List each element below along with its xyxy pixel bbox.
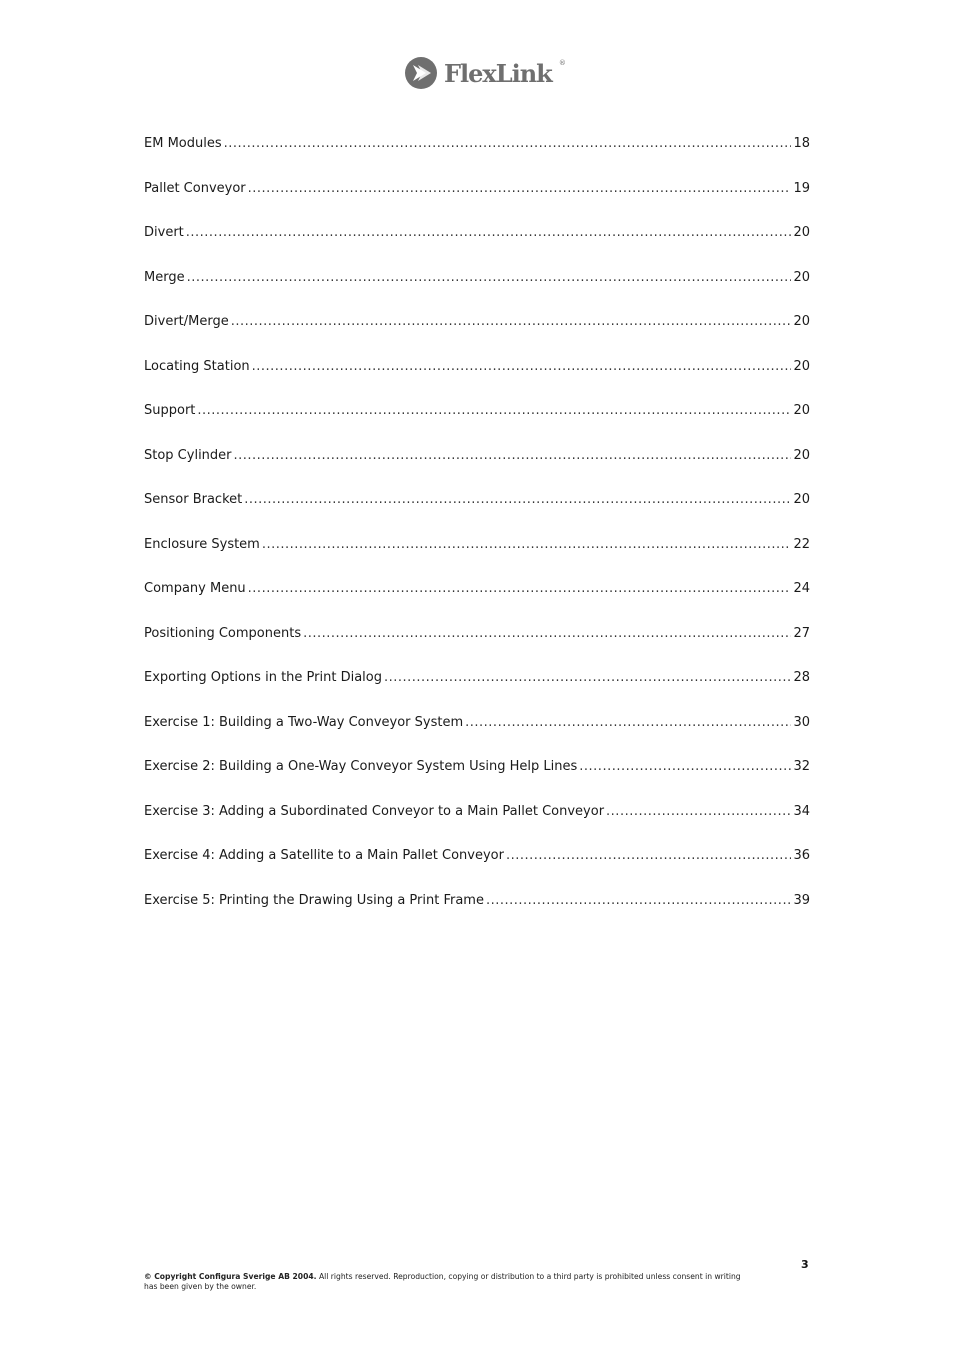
toc-entry-title[interactable]: Exporting Options in the Print Dialog (144, 670, 382, 685)
toc-entry-page[interactable]: 20 (793, 447, 810, 463)
toc-entry-title[interactable]: Positioning Components (144, 625, 302, 641)
toc-leader-dots (486, 890, 791, 912)
toc-entry-page[interactable]: 28 (793, 670, 810, 685)
toc-entry-title[interactable]: Merge (144, 269, 185, 285)
toc-entry-title[interactable]: EM Modules (144, 136, 222, 151)
copyright-notice: © Copyright Configura Sverige AB 2004. (144, 1272, 317, 1281)
toc-entry-page[interactable]: 24 (793, 581, 810, 596)
toc-entry[interactable] (144, 400, 810, 445)
toc-entry-title[interactable]: Exercise 4: Adding a Satellite to a Main Pallet Conveyor (144, 848, 504, 863)
toc-entry[interactable] (144, 578, 810, 623)
toc-entry[interactable] (144, 267, 810, 312)
toc-entry[interactable] (144, 222, 810, 267)
toc-entry[interactable] (144, 623, 810, 668)
toc-entry-page[interactable]: 20 (793, 403, 810, 418)
toc-entry-title[interactable]: Support (144, 403, 196, 418)
toc-entry[interactable] (144, 356, 810, 401)
toc-entry-title[interactable]: Stop Cylinder (144, 447, 232, 463)
toc-leader-dots (506, 845, 791, 867)
toc-entry[interactable] (144, 845, 810, 890)
toc-entry[interactable] (144, 712, 810, 757)
toc-entry-page[interactable]: 34 (793, 803, 810, 819)
toc-entry[interactable] (144, 489, 810, 534)
toc-entry-page[interactable]: 20 (793, 358, 810, 374)
toc-entry-page[interactable]: 32 (793, 759, 810, 774)
logo-text: FlexLink (444, 58, 552, 88)
toc-leader-dots (248, 578, 792, 600)
toc-entry-title[interactable]: Exercise 5: Printing the Drawing Using a Print Frame (144, 892, 484, 908)
table-of-contents (144, 133, 810, 934)
copyright-footer (144, 1272, 744, 1292)
toc-entry-title[interactable]: Exercise 2: Building a One-Way Conveyor System Using Help Lines (144, 759, 578, 774)
toc-entry[interactable] (144, 756, 810, 801)
toc-entry[interactable] (144, 445, 810, 490)
toc-entry-page[interactable]: 39 (793, 892, 810, 908)
toc-entry-title[interactable]: Sensor Bracket (144, 492, 243, 507)
toc-entry-page[interactable]: 20 (793, 492, 810, 507)
toc-leader-dots (606, 801, 791, 823)
toc-entry[interactable] (144, 890, 810, 935)
toc-entry-title[interactable]: Pallet Conveyor (144, 180, 246, 196)
toc-entry-title[interactable]: Locating Station (144, 358, 250, 374)
toc-leader-dots (252, 356, 792, 378)
toc-entry-page[interactable]: 19 (793, 180, 810, 196)
toc-entry-title[interactable]: Enclosure System (144, 536, 260, 552)
toc-leader-dots (244, 489, 791, 511)
toc-leader-dots (465, 712, 791, 734)
toc-leader-dots (234, 445, 792, 467)
toc-entry[interactable] (144, 311, 810, 356)
toc-leader-dots (224, 133, 792, 155)
toc-leader-dots (579, 756, 791, 778)
toc-entry[interactable] (144, 534, 810, 579)
flexlink-logo (404, 56, 565, 90)
toc-entry[interactable] (144, 801, 810, 846)
toc-leader-dots (186, 222, 792, 244)
toc-entry-title[interactable]: Divert/Merge (144, 314, 229, 329)
toc-entry-page[interactable]: 30 (793, 714, 810, 730)
toc-entry-title[interactable]: Company Menu (144, 581, 246, 596)
toc-entry[interactable] (144, 133, 810, 178)
toc-leader-dots (197, 400, 791, 422)
toc-entry-page[interactable]: 22 (793, 536, 810, 552)
flexlink-logo-icon (404, 56, 438, 90)
logo-registered-mark: ® (558, 59, 566, 67)
page-number: 3 (801, 1258, 809, 1271)
toc-entry-page[interactable]: 36 (793, 848, 810, 863)
toc-leader-dots (262, 534, 792, 556)
toc-leader-dots (303, 623, 791, 645)
copyright-terms: All rights reserved. Reproduction, copying or distribution to a third party is prohibited unless consent in writing has been given by the owner. (144, 1272, 741, 1291)
toc-leader-dots (384, 667, 791, 689)
toc-leader-dots (187, 267, 792, 289)
toc-entry-page[interactable]: 20 (793, 225, 810, 240)
toc-leader-dots (248, 178, 792, 200)
toc-entry-title[interactable]: Divert (144, 225, 184, 240)
toc-entry[interactable] (144, 667, 810, 712)
toc-entry-page[interactable]: 18 (793, 136, 810, 151)
toc-entry-page[interactable]: 20 (793, 314, 810, 329)
toc-entry[interactable] (144, 178, 810, 223)
toc-leader-dots (231, 311, 792, 333)
toc-entry-page[interactable]: 27 (793, 625, 810, 641)
toc-entry-title[interactable]: Exercise 3: Adding a Subordinated Conveyor to a Main Pallet Conveyor (144, 803, 605, 819)
toc-entry-title[interactable]: Exercise 1: Building a Two-Way Conveyor System (144, 714, 464, 730)
toc-entry-page[interactable]: 20 (793, 269, 810, 285)
